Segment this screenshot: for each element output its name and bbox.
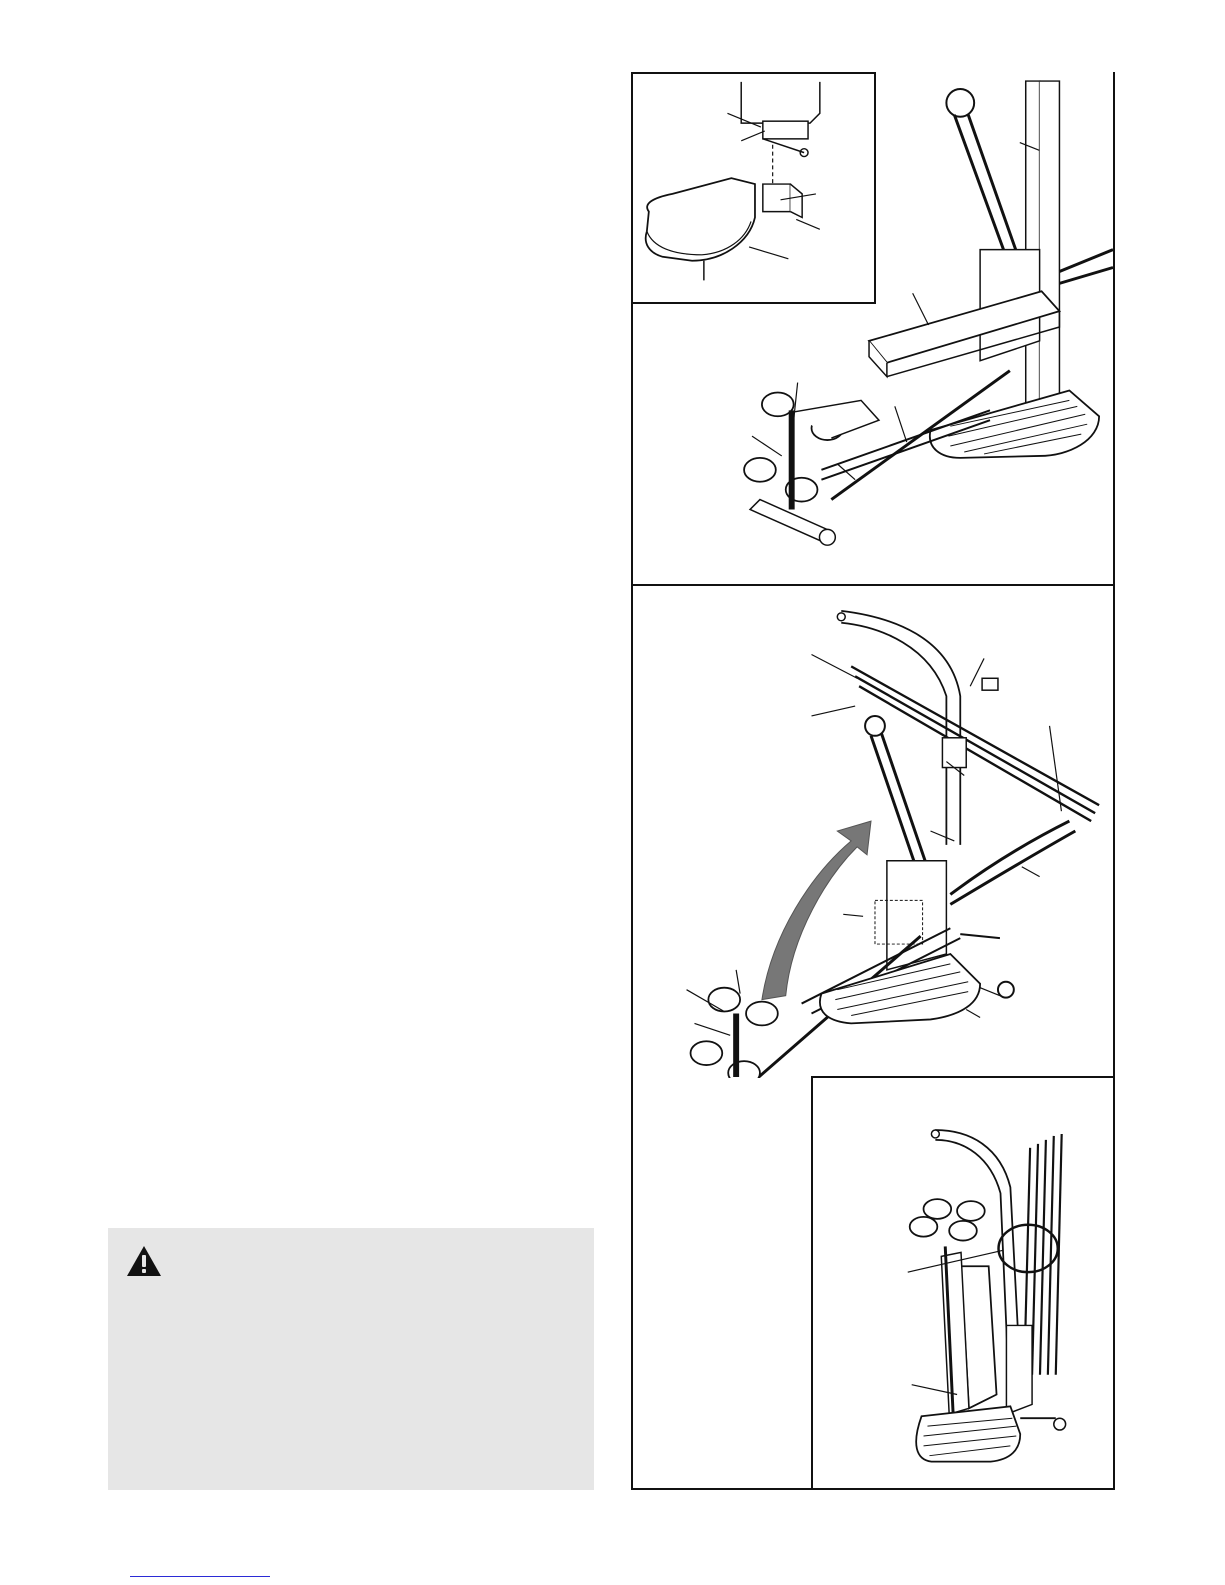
middle-figure-lower-left xyxy=(631,1076,633,1490)
leg-extension-drawing xyxy=(633,586,1113,1078)
middle-figure xyxy=(631,584,1115,1078)
bench-assembly-drawing xyxy=(633,72,1113,584)
warning-box xyxy=(108,1228,594,1490)
link-underline[interactable] xyxy=(130,1576,270,1577)
bottom-inset-figure xyxy=(811,1076,1115,1490)
top-figure xyxy=(631,72,1115,586)
warning-triangle-icon xyxy=(125,1244,163,1278)
folded-storage-drawing xyxy=(813,1078,1113,1488)
